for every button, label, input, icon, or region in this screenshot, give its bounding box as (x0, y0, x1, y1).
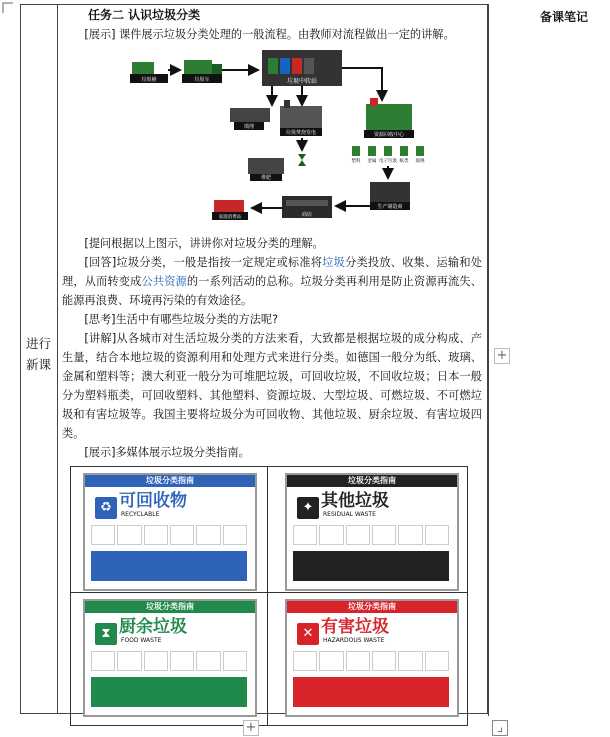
card-banner: 垃圾分类指南 (287, 601, 457, 613)
paragraph-show-guide: [展示]多媒体展示垃圾分类指南。 (84, 446, 250, 459)
card-residual (285, 473, 459, 591)
waste-process-diagram (122, 50, 482, 230)
keyword-public-resource[interactable]: 公共资源 (141, 275, 187, 288)
garbage-truck-node (182, 60, 222, 83)
task-title: 任务二 认识垃圾分类 (88, 8, 201, 22)
hourglass-icon: ⧗ (93, 621, 119, 647)
residual-icon: ✦ (295, 495, 321, 521)
flow-label-n11: 纸类 (399, 159, 409, 164)
compost-node (248, 158, 284, 181)
notes-divider (488, 4, 489, 716)
card-banner: 垃圾分类指南 (85, 601, 255, 613)
flow-label-n9: 金属 (367, 159, 377, 164)
card-subtitle: FOOD WASTE (121, 637, 162, 644)
card-footer (293, 551, 449, 581)
paragraph-question: [提问根据以上图示，讲讲你对垃圾分类的理解。 (84, 237, 324, 250)
answer-text-a: [回答]垃圾分类，一般是指按一定规定或标准将 (84, 256, 323, 269)
corner-mark (0, 0, 14, 14)
sorting-guide-table (70, 466, 468, 726)
flow-label-n13: 家庭消费品 (218, 215, 242, 220)
card-recyclable (83, 473, 257, 591)
card-title: 其他垃圾 (321, 491, 389, 511)
manufacturer-node (370, 182, 410, 210)
flow-label-n4: 填埋 (243, 124, 255, 130)
card-hazardous (285, 599, 459, 717)
card-banner: 垃圾分类指南 (287, 475, 457, 487)
item-icons-row (91, 651, 247, 671)
paragraph-explain: [讲解]从各城市对生活垃圾分类的方法来看，大致都是根据垃圾的成分构成、产生量，结合本地垃圾的资源利用和处理方式来进行分类。如德国一般分为纸、玻璃、金属和塑料等；澳大利亚一般分为可堆肥垃圾，可回收垃圾，不回收垃圾；日本一般分为塑料瓶类，可回收塑料、其他塑料、资源垃圾、大型垃圾、可燃垃圾、不可燃垃圾和有害垃圾等。我国主要将垃圾分为可回收物、其他垃圾、厨余垃圾、有害垃圾四类。 (62, 332, 482, 440)
flow-label-n2: 垃圾车 (194, 77, 210, 83)
flow-label-n7: 堆肥 (260, 175, 272, 181)
flow-label-n8: 塑料 (351, 159, 361, 164)
lesson-content (62, 6, 482, 726)
card-subtitle: RECYCLABLE (121, 511, 160, 518)
card-subtitle: HAZARDOUS WASTE (323, 637, 385, 644)
transfer-station-node (262, 50, 342, 86)
card-title: 可回收物 (119, 491, 187, 511)
incineration-node (280, 100, 322, 136)
flow-label-n14: 商店 (301, 212, 313, 218)
stage-label: 进行新课 (25, 336, 51, 372)
item-icons-row (91, 525, 247, 545)
recycled-materials (352, 146, 425, 164)
hazard-icon: ✕ (295, 621, 321, 647)
flow-label-n5: 垃圾焚烧发电 (285, 130, 317, 136)
flow-label-n15: 生产制造商 (377, 204, 403, 210)
column-divider (57, 4, 58, 713)
card-food-waste (83, 599, 257, 717)
card-footer (91, 551, 247, 581)
consumer-goods-node (212, 200, 248, 220)
card-title: 有害垃圾 (321, 617, 389, 637)
card-footer (293, 677, 449, 707)
card-footer (91, 677, 247, 707)
card-subtitle: RESIDUAL WASTE (323, 511, 376, 518)
flow-label-n12: 玻璃 (415, 159, 425, 164)
flow-label-n6: 资源回收中心 (373, 132, 405, 138)
add-row-button[interactable]: + (243, 720, 259, 736)
paragraph-think: [思考]生活中有哪些垃圾分类的方法呢? (84, 313, 279, 326)
recycle-icon: ♻ (93, 495, 119, 521)
card-title: 厨余垃圾 (119, 617, 187, 637)
flow-label-n1: 垃圾桶 (141, 77, 157, 83)
notes-column-header: 备课笔记 (540, 10, 589, 24)
store-node (282, 196, 332, 218)
paragraph-show-process: [展示] 课件展示垃圾分类处理的一般流程。由教师对流程做出一定的讲解。 (84, 28, 455, 41)
trash-bin-node (130, 62, 168, 83)
answer-text-c: 的一系列活动的总称。垃圾分类再利用是防止资源再流失、能源再浪费、环境再污染的有效途径。 (62, 275, 482, 307)
paragraph-answer (62, 253, 482, 310)
flow-label-n3: 垃圾中转站 (286, 78, 318, 85)
item-icons-row (293, 525, 449, 545)
card-banner: 垃圾分类指南 (85, 475, 255, 487)
item-icons-row (293, 651, 449, 671)
answer-text-b: 分类投放、收集、运输和处理，从而转变成 (62, 256, 482, 288)
add-column-button[interactable]: + (494, 348, 510, 364)
flow-label-n10: 电子垃圾 (379, 159, 397, 164)
keyword-garbage[interactable]: 垃圾 (322, 256, 346, 269)
landfill-node (230, 108, 270, 130)
resize-handle-icon[interactable]: ⌟ (492, 720, 508, 736)
recycling-center-node (364, 98, 414, 138)
